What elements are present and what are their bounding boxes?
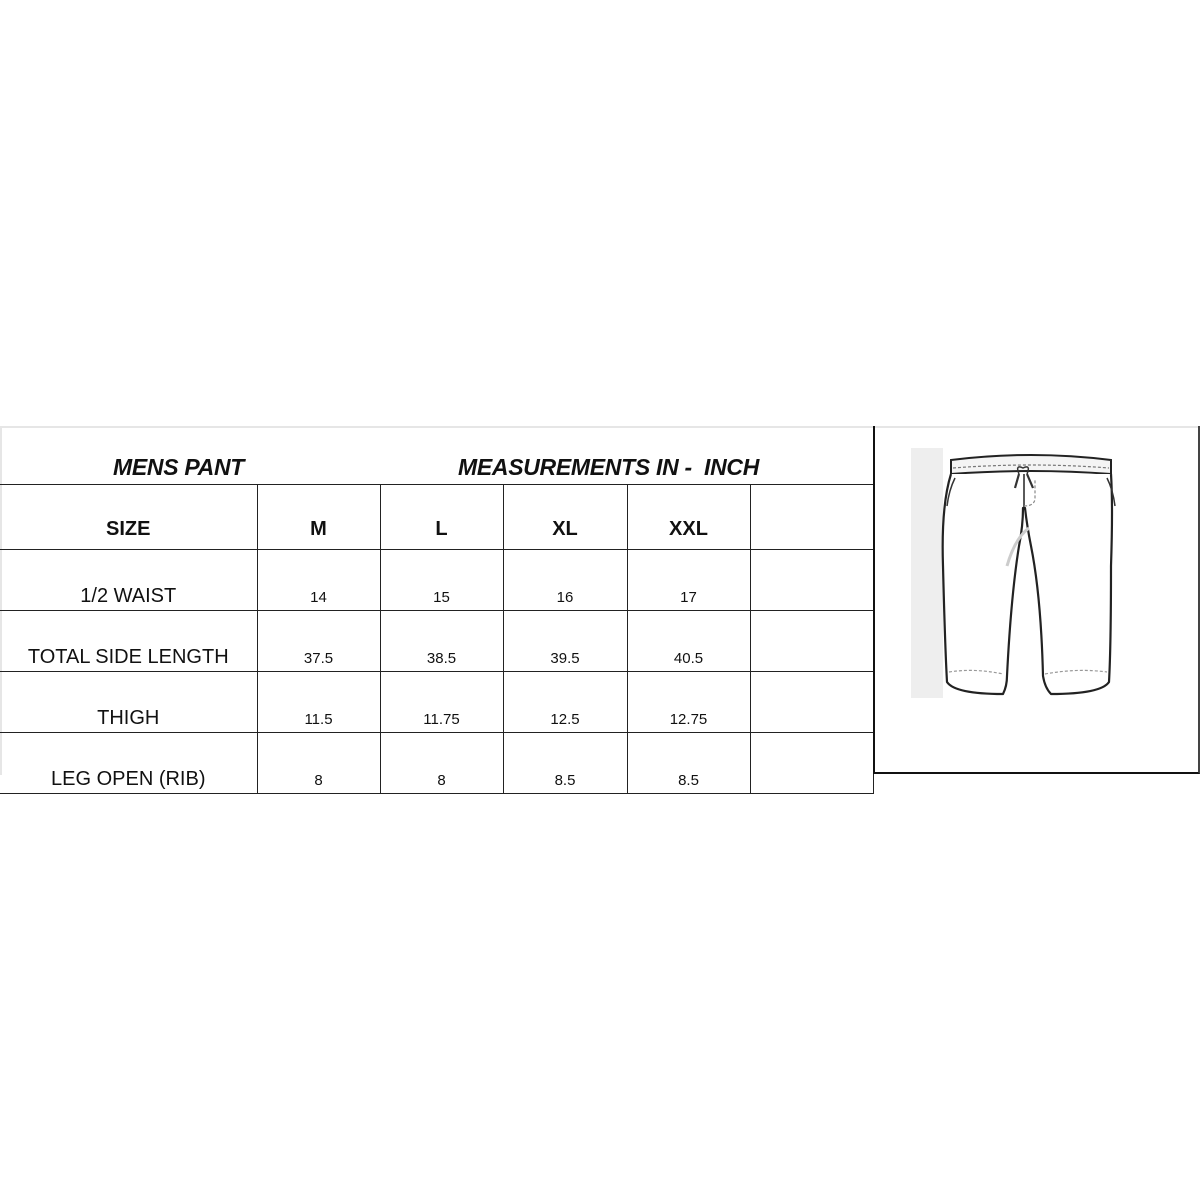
size-col-l: L <box>380 485 503 550</box>
pants-sketch-icon <box>911 446 1151 700</box>
cell-value <box>750 550 873 611</box>
product-title: MENS PANT <box>113 454 245 480</box>
size-chart <box>0 426 1200 790</box>
size-col-xxl: XXL <box>627 485 750 550</box>
units-title: MEASUREMENTS IN - INCH <box>458 454 760 480</box>
table-row <box>0 550 873 611</box>
cell-value: 16 <box>503 550 627 611</box>
row-label: TOTAL SIDE LENGTH <box>0 611 257 672</box>
title-row <box>0 426 873 485</box>
row-label: 1/2 WAIST <box>0 550 257 611</box>
cell-value: 14 <box>257 550 380 611</box>
size-col-xl: XL <box>503 485 627 550</box>
measurement-table <box>0 484 874 794</box>
row-label: THIGH <box>0 672 257 733</box>
cell-value: 37.5 <box>257 611 380 672</box>
size-col-empty <box>750 485 873 550</box>
cell-value: 8 <box>380 733 503 794</box>
row-label: LEG OPEN (RIB) <box>0 733 257 794</box>
illustration-panel <box>873 426 1200 774</box>
table-row <box>0 611 873 672</box>
table-row <box>0 672 873 733</box>
cell-value: 12.75 <box>627 672 750 733</box>
size-header: SIZE <box>0 485 257 550</box>
cell-value: 8.5 <box>503 733 627 794</box>
cell-value: 17 <box>627 550 750 611</box>
cell-value <box>750 611 873 672</box>
cell-value: 8.5 <box>627 733 750 794</box>
cell-value <box>750 672 873 733</box>
cell-value: 15 <box>380 550 503 611</box>
cell-value: 11.75 <box>380 672 503 733</box>
cell-value <box>750 733 873 794</box>
size-col-m: M <box>257 485 380 550</box>
cell-value: 38.5 <box>380 611 503 672</box>
cell-value: 39.5 <box>503 611 627 672</box>
cell-value: 40.5 <box>627 611 750 672</box>
cell-value: 12.5 <box>503 672 627 733</box>
cell-value: 8 <box>257 733 380 794</box>
table-row <box>0 733 873 794</box>
header-row <box>0 485 873 550</box>
cell-value: 11.5 <box>257 672 380 733</box>
